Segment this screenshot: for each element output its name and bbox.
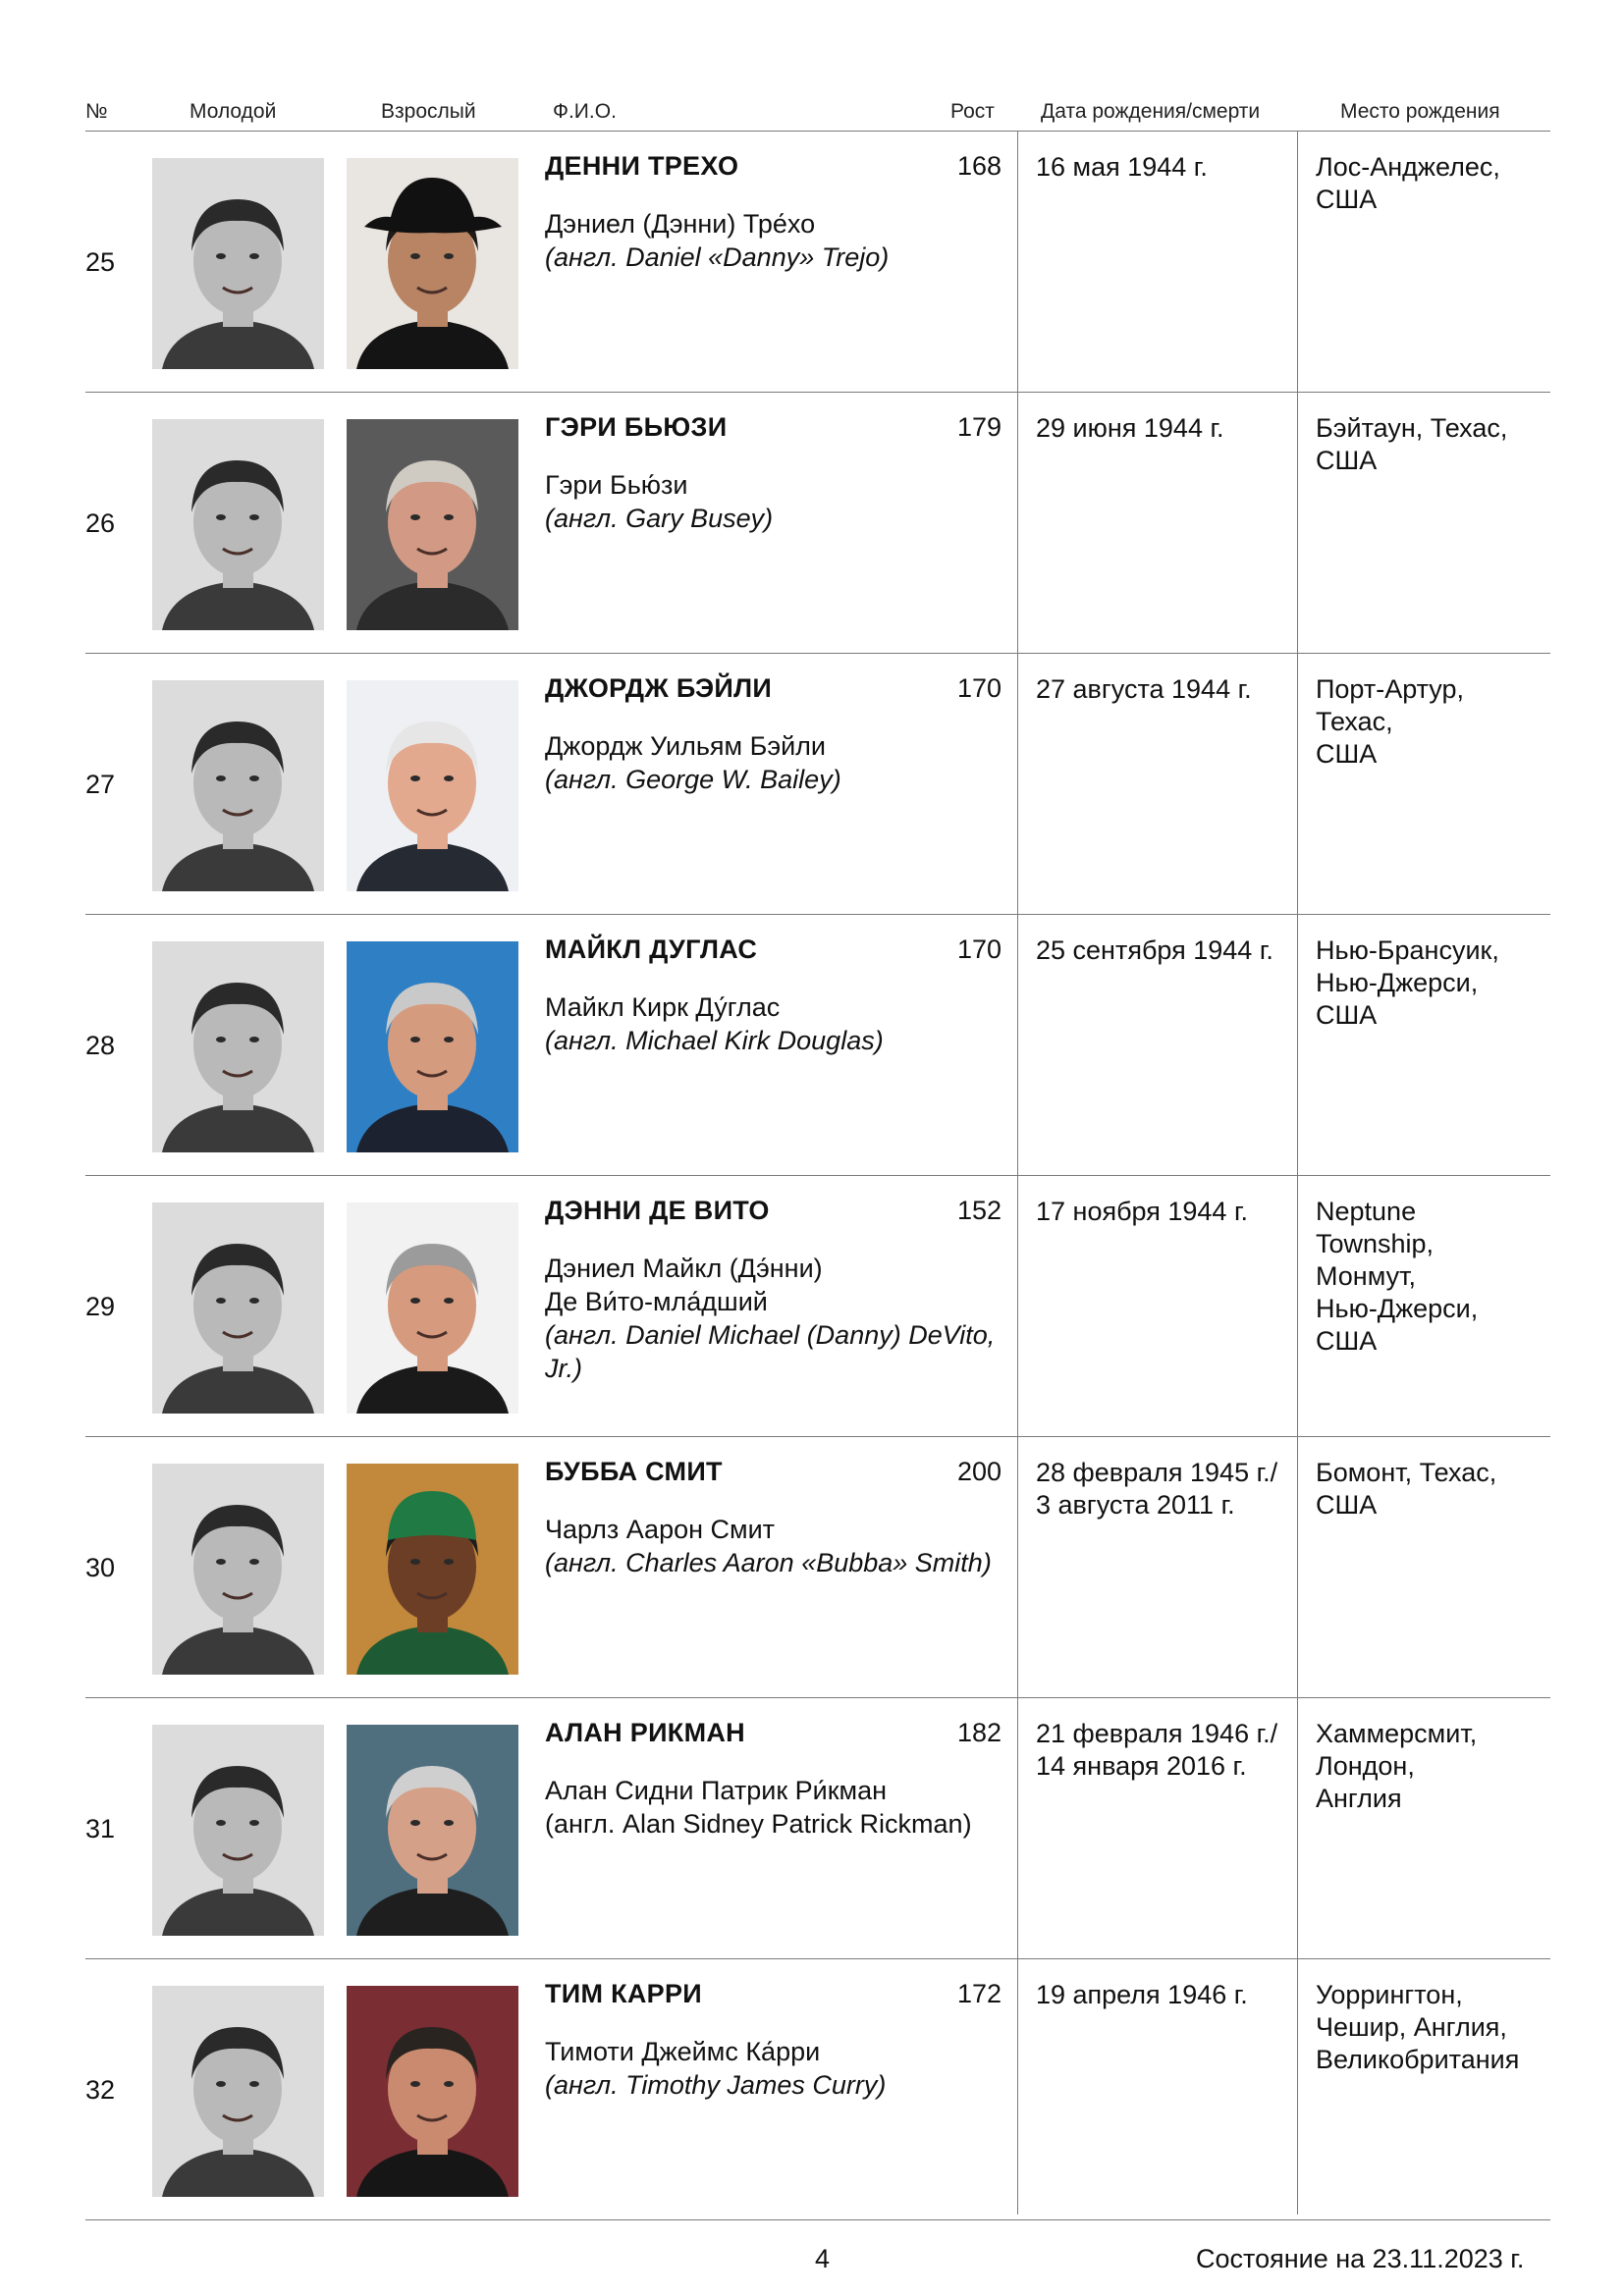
full-name-english: (англ. Timothy James Curry): [545, 2070, 887, 2100]
table-row: [0, 132, 1624, 393]
full-name-english: (англ. Daniel Michael (Danny) DeVito, Jr.): [545, 1320, 996, 1383]
birthplace: Хаммерсмит, Лондон, Англия: [1316, 1719, 1478, 1813]
full-name-russian: Джордж Уильям Бэйли: [545, 731, 827, 761]
birth-death-date: 27 августа 1944 г.: [1036, 674, 1252, 704]
header-full-name: Ф.И.О.: [553, 100, 617, 123]
adult-photo: [347, 941, 518, 1152]
header-number: №: [85, 100, 108, 123]
table-row: [0, 1176, 1624, 1437]
row-number: 26: [85, 508, 116, 538]
birth-death-date: 17 ноября 1944 г.: [1036, 1197, 1248, 1226]
young-photo: [152, 419, 324, 630]
table-row: [0, 915, 1624, 1176]
row-number: 29: [85, 1292, 116, 1321]
young-photo: [152, 1202, 324, 1414]
full-name-russian: Дэниел (Дэнни) Тре́хо: [545, 209, 816, 239]
table-row: [0, 1959, 1624, 2220]
full-name-english: (англ. Alan Sidney Patrick Rickman): [545, 1809, 972, 1839]
person-name: ДЭННИ ДЕ ВИТО: [545, 1196, 770, 1225]
adult-photo: [347, 158, 518, 369]
birthplace: Neptune Township, Монмут, Нью-Джерси, США: [1316, 1197, 1479, 1356]
full-name-russian: Гэри Бью́зи: [545, 470, 688, 500]
row-number: 28: [85, 1031, 116, 1060]
birthplace: Лос-Анджелес, США: [1316, 152, 1500, 214]
full-name-russian: Алан Сидни Патрик Ри́кман: [545, 1776, 888, 1805]
adult-photo: [347, 1986, 518, 2197]
adult-photo: [347, 419, 518, 630]
person-name: МАЙКЛ ДУГЛАС: [545, 934, 758, 964]
young-photo: [152, 1725, 324, 1936]
person-name: ГЭРИ БЬЮЗИ: [545, 412, 728, 442]
full-name-english: (англ. George W. Bailey): [545, 765, 841, 794]
row-number: 31: [85, 1814, 116, 1843]
birth-death-date: 28 февраля 1945 г./ 3 августа 2011 г.: [1036, 1458, 1278, 1520]
birthplace: Порт-Артур, Техас, США: [1316, 674, 1465, 769]
full-name-english: (англ. Charles Aaron «Bubba» Smith): [545, 1548, 992, 1577]
birthplace: Бэйтаун, Техас, США: [1316, 413, 1508, 475]
table-row: [0, 1437, 1624, 1698]
full-name-english: (англ. Michael Kirk Douglas): [545, 1026, 884, 1055]
birthplace: Бомонт, Техас, США: [1316, 1458, 1497, 1520]
birthplace: Нью-Брансуик, Нью-Джерси, США: [1316, 935, 1499, 1030]
full-name-block: [545, 729, 1006, 796]
full-name-block: [545, 2035, 1006, 2102]
young-photo: [152, 941, 324, 1152]
adult-photo: [347, 1464, 518, 1675]
person-height: 182: [957, 1718, 1002, 1747]
person-name: ТИМ КАРРИ: [545, 1979, 702, 2008]
person-name: АЛАН РИКМАН: [545, 1718, 745, 1747]
young-photo: [152, 158, 324, 369]
full-name-english: (англ. Daniel «Danny» Trejo): [545, 242, 890, 272]
person-height: 200: [957, 1457, 1002, 1486]
birth-death-date: 25 сентября 1944 г.: [1036, 935, 1273, 965]
table-row: [0, 654, 1624, 915]
adult-photo: [347, 680, 518, 891]
adult-photo: [347, 1202, 518, 1414]
person-name: ДЖОРДЖ БЭЙЛИ: [545, 673, 773, 703]
person-height: 152: [957, 1196, 1002, 1225]
full-name-russian: Тимоти Джеймс Ка́рри: [545, 2037, 821, 2066]
young-photo: [152, 1986, 324, 2197]
full-name-block: [545, 990, 1006, 1057]
header-young: Молодой: [189, 100, 277, 123]
person-height: 170: [957, 934, 1002, 964]
row-number: 32: [85, 2075, 116, 2105]
person-height: 168: [957, 151, 1002, 181]
full-name-block: [545, 1513, 1006, 1579]
row-number: 25: [85, 247, 116, 277]
person-height: 170: [957, 673, 1002, 703]
full-name-block: [545, 468, 1006, 535]
header-adult: Взрослый: [381, 100, 476, 123]
full-name-russian: Дэниел Майкл (Дэ́нни) Де Ви́то-мла́дший: [545, 1254, 823, 1316]
person-height: 172: [957, 1979, 1002, 2008]
header-height: Рост: [950, 100, 995, 123]
young-photo: [152, 1464, 324, 1675]
table-row: [0, 393, 1624, 654]
row-divider: [85, 2219, 1550, 2220]
table-row: [0, 1698, 1624, 1959]
birth-death-date: 16 мая 1944 г.: [1036, 152, 1208, 182]
full-name-english: (англ. Gary Busey): [545, 504, 774, 533]
full-name-block: [545, 1774, 1006, 1841]
birth-death-date: 29 июня 1944 г.: [1036, 413, 1224, 443]
header-birthplace: Место рождения: [1340, 100, 1500, 123]
person-height: 179: [957, 412, 1002, 442]
person-name: БУББА СМИТ: [545, 1457, 723, 1486]
birthplace: Уоррингтон, Чешир, Англия, Великобритания: [1316, 1980, 1520, 2074]
birth-death-date: 21 февраля 1946 г./ 14 января 2016 г.: [1036, 1719, 1278, 1781]
header-dates: Дата рождения/смерти: [1041, 100, 1261, 123]
adult-photo: [347, 1725, 518, 1936]
full-name-russian: Майкл Кирк Ду́глас: [545, 992, 781, 1022]
full-name-block: [545, 207, 1006, 274]
full-name-russian: Чарлз Аарон Смит: [545, 1515, 776, 1544]
full-name-block: [545, 1252, 1006, 1385]
young-photo: [152, 680, 324, 891]
birth-death-date: 19 апреля 1946 г.: [1036, 1980, 1248, 2009]
page-number: 4: [815, 2244, 831, 2273]
row-number: 30: [85, 1553, 116, 1582]
row-number: 27: [85, 770, 116, 799]
person-name: ДЕННИ ТРЕХО: [545, 151, 739, 181]
status-date: Состояние на 23.11.2023 г.: [1196, 2244, 1525, 2273]
